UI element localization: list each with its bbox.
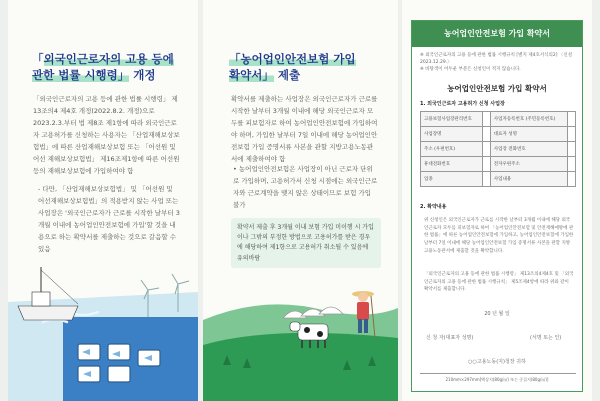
- title-suffix: 개정: [129, 67, 156, 82]
- form-date: 20 년 월 일: [484, 311, 510, 317]
- form-section-2: 2. 확약내용: [420, 204, 447, 210]
- panel1-title: [32, 52, 198, 83]
- field-label: 주소 (우편번호): [421, 142, 483, 157]
- field-value[interactable]: [482, 142, 490, 157]
- title-suffix: 제출: [273, 67, 301, 82]
- form-signer: 신 청 자(대표자 성명): [426, 335, 474, 341]
- form-recipient: ○○고용노동(지)청장 귀하: [468, 359, 526, 365]
- form-law-text: 「외국인근로자의 고용 등에 관한 법률 시행령」 제13조의4제4호 및 「외국인근로자의 고용 등에 관한 법률 시행규칙」 제5조제4항에 따라 위와 같이 확약서를 제출합니다.: [424, 272, 574, 293]
- panel-pledge-submission: [203, 0, 398, 401]
- title-highlight-1: 「농어업인안전보험 가입: [229, 52, 356, 66]
- table-row: [421, 157, 576, 172]
- field-label: 사업내용: [490, 172, 567, 187]
- field-value[interactable]: [482, 157, 490, 172]
- panel-pledge-form: [402, 0, 592, 401]
- field-value[interactable]: [482, 112, 490, 127]
- field-label: 업종: [421, 172, 483, 187]
- title-highlight-2: 확약서」: [229, 67, 274, 82]
- title-highlight-2: 관한 법률 시행령」: [32, 67, 130, 82]
- panel1-bullet: - 다만, 「산업재해보상보험법」 및 「어선원 및 어선재해보상보험법」의 적용받지 않는 사업 또는 사업장은 '외국인근로자가 근로를 시작한 날부터 3개월 이내에 농어업인안전보험에 가입'할 것을 내용으로 하는 확약서를 제출하는 것으로 갈음할 수 있음: [38, 185, 180, 254]
- form-title: 농어업인안전보험 가입 확약서: [447, 84, 547, 93]
- field-value[interactable]: [568, 112, 576, 127]
- table-row: [421, 127, 576, 142]
- title-highlight-1: 외국인근로자의 고용 등에: [43, 52, 174, 66]
- form-signature[interactable]: (서명 또는 인): [530, 335, 562, 341]
- fishing-boat-illustration: [8, 262, 198, 401]
- title-bracket: 「: [32, 52, 44, 66]
- pledge-form: [411, 20, 583, 392]
- panel1-body: 「외국인근로자의 고용 등에 관한 법률 시행령」 제13조의4 제4호 개정(2022.8.2. 개정)으로 2023.2.3.부터 법 제8조 제1항에 따라 외국인근로자 고용허가를 신청하는 사용자는 「산업재해보상보험법」에 따른 산업재해보상보험 또는 「어선원 및 어선 재해보상보험법」 제16조제1항에 따른 어선원 등의 재해보상보험에 가입하여야 함: [33, 95, 180, 176]
- field-label: 전자우편주소: [490, 157, 567, 172]
- field-value[interactable]: [482, 172, 490, 187]
- form-note-1: ※ 외국인근로자의 고용 등에 관한 법률 시행규칙 [별지 제4호서식의2] 〈신설 2023.12.29.〉: [420, 53, 573, 65]
- field-value[interactable]: [568, 172, 576, 187]
- panel-law-amendment: [8, 0, 198, 401]
- panel2-body: 확약서를 제출하는 사업장은 외국인근로자가 근로를 시작한 날부터 3개월 이내에 해당 외국인근로자 모두를 피보험자로 하여 농어업인안전보험에 가입하여야 하며, 가입한 날부터 7일 이내에 해당 농어업인안전보험 가입 증명서류 사본을 관할 지방고용노동관서에 제출하여야 함: [231, 95, 378, 164]
- table-row: [421, 142, 576, 157]
- form-divider: [420, 373, 576, 374]
- field-value[interactable]: [568, 127, 576, 142]
- applicant-table: [420, 111, 576, 187]
- table-row: [421, 112, 576, 127]
- panel2-bullet: • 농어업인안전보험은 사업장이 아닌 근로자 단위로 가입하며, 고용허가서 신청 시점에는 외국인근로자와 근로계약을 맺지 않은 상태이므로 보험 가입 불가: [233, 165, 378, 210]
- form-paper-spec: 210mm×297mm[백상지(80g/㎡) 또는 중질지(80g/㎡)]: [445, 377, 549, 382]
- field-label: 대표자 성명: [490, 127, 567, 142]
- table-row: [421, 172, 576, 187]
- field-label: 사업장명: [421, 127, 483, 142]
- form-pledge-text: 위 신청인은 외국인근로자가 근로를 시작한 날부터 3개월 이내에 해당 외국인근로자 모두를 피보험자로 하여 「농어업인안전보험 및 안전재해예방에 관한 법률」에 따른 농어업인안전보험에 가입하고, 농어업인안전보험에 가입한 날부터 7일 이내에 해당 농어업인안전보험 가입 증명서류 사본을 관할 지방고용노동관서에 제출할 것을 확약합니다.: [424, 218, 574, 254]
- field-value[interactable]: [568, 142, 576, 157]
- field-label: 휴대전화번호: [421, 157, 483, 172]
- form-section-1: 1. 외국인근로자 고용허가 신청 사업장: [420, 101, 505, 107]
- field-label: 사업장 전화번호: [490, 142, 567, 157]
- field-label: 사업자등록번호 (주민등록번호): [490, 112, 567, 127]
- panel2-note-box: 확약서 제출 후 3개월 이내 보험 가입 미이행 시 가입이나 그밖의 부정한 방법으로 고용허가를 받은 경우에 해당하여 제1항으로 고용허가 취소될 수 있음에 유의바람: [231, 218, 381, 268]
- field-value[interactable]: [568, 157, 576, 172]
- form-header: 농어업인안전보험 가입 확약서: [412, 21, 582, 47]
- form-note-2: ※ 바탕색이 어두운 부분은 신청인이 적지 않습니다.: [420, 67, 521, 72]
- panel2-title: [229, 52, 397, 83]
- field-label: 고용보험사업장관리번호: [421, 112, 483, 127]
- farm-illustration: [203, 270, 398, 401]
- field-value[interactable]: [482, 127, 490, 142]
